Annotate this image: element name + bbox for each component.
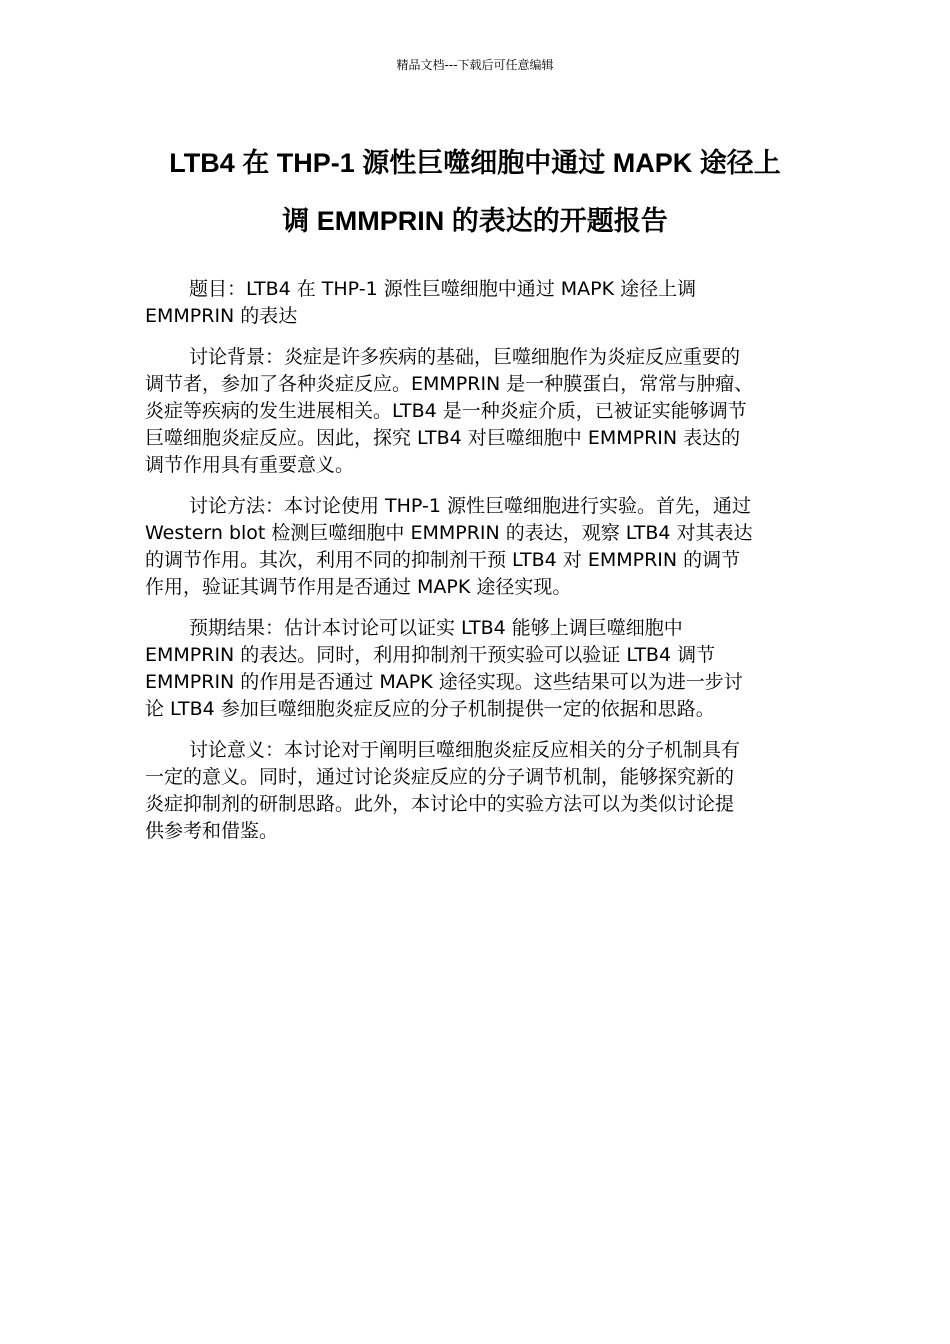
paragraph-background xyxy=(145,344,805,479)
paragraph-line: 炎症抑制剂的研制思路。此外，本讨论中的实验方法可以为类似讨论提 xyxy=(145,793,735,815)
paragraph-line: 作用，验证其调节作用是否通过 MAPK 途径实现。 xyxy=(145,576,572,598)
paragraph-line: 调节者，参加了各种炎症反应。EMMPRIN 是一种膜蛋白，常常与肿瘤、 xyxy=(145,373,754,395)
paragraph-line: 巨噬细胞炎症反应。因此，探究 LTB4 对巨噬细胞中 EMMPRIN 表达的 xyxy=(145,427,741,449)
paragraph-line: 讨论意义：本讨论对于阐明巨噬细胞炎症反应相关的分子机制具有 xyxy=(189,739,741,761)
title-line-1: LTB4 在 THP-1 源性巨噬细胞中通过 MAPK 途径上 xyxy=(169,148,781,178)
paragraph-line: 预期结果：估计本讨论可以证实 LTB4 能够上调巨噬细胞中 xyxy=(189,617,683,639)
paragraph-line: 炎症等疾病的发生进展相关。LTB4 是一种炎症介质，已被证实能够调节 xyxy=(145,400,747,422)
paragraph-methods xyxy=(145,493,805,601)
paragraph-topic xyxy=(145,276,805,330)
paragraph-line: 题目：LTB4 在 THP-1 源性巨噬细胞中通过 MAPK 途径上调 xyxy=(189,278,697,300)
paragraph-line: 的调节作用。其次，利用不同的抑制剂干预 LTB4 对 EMMPRIN 的调节 xyxy=(145,549,741,571)
document-title xyxy=(100,134,850,250)
paragraph-significance xyxy=(145,737,805,845)
paragraph-line: EMMPRIN 的表达。同时，利用抑制剂干预实验可以验证 LTB4 调节 xyxy=(145,644,716,666)
paragraph-line: 供参考和借鉴。 xyxy=(145,820,279,842)
paragraph-line: Western blot 检测巨噬细胞中 EMMPRIN 的表达，观察 LTB4 对其表达 xyxy=(145,522,753,544)
title-line-2: 调 EMMPRIN 的表达的开题报告 xyxy=(282,206,668,236)
document-body xyxy=(145,276,805,859)
paragraph-line: 讨论方法：本讨论使用 THP-1 源性巨噬细胞进行实验。首先，通过 xyxy=(189,495,751,517)
paragraph-line: EMMPRIN 的作用是否通过 MAPK 途径实现。这些结果可以为进一步讨 xyxy=(145,671,743,693)
paragraph-line: EMMPRIN 的表达 xyxy=(145,305,298,327)
paragraph-line: 调节作用具有重要意义。 xyxy=(145,454,355,476)
paragraph-line: 一定的意义。同时，通过讨论炎症反应的分子调节机制，能够探究新的 xyxy=(145,766,735,788)
paragraph-line: 论 LTB4 参加巨噬细胞炎症反应的分子机制提供一定的依据和思路。 xyxy=(145,698,715,720)
page-header-note: 精品文档---下载后可任意编辑 xyxy=(396,58,554,72)
paragraph-expected-results xyxy=(145,615,805,723)
paragraph-line: 讨论背景：炎症是许多疾病的基础，巨噬细胞作为炎症反应重要的 xyxy=(189,346,741,368)
